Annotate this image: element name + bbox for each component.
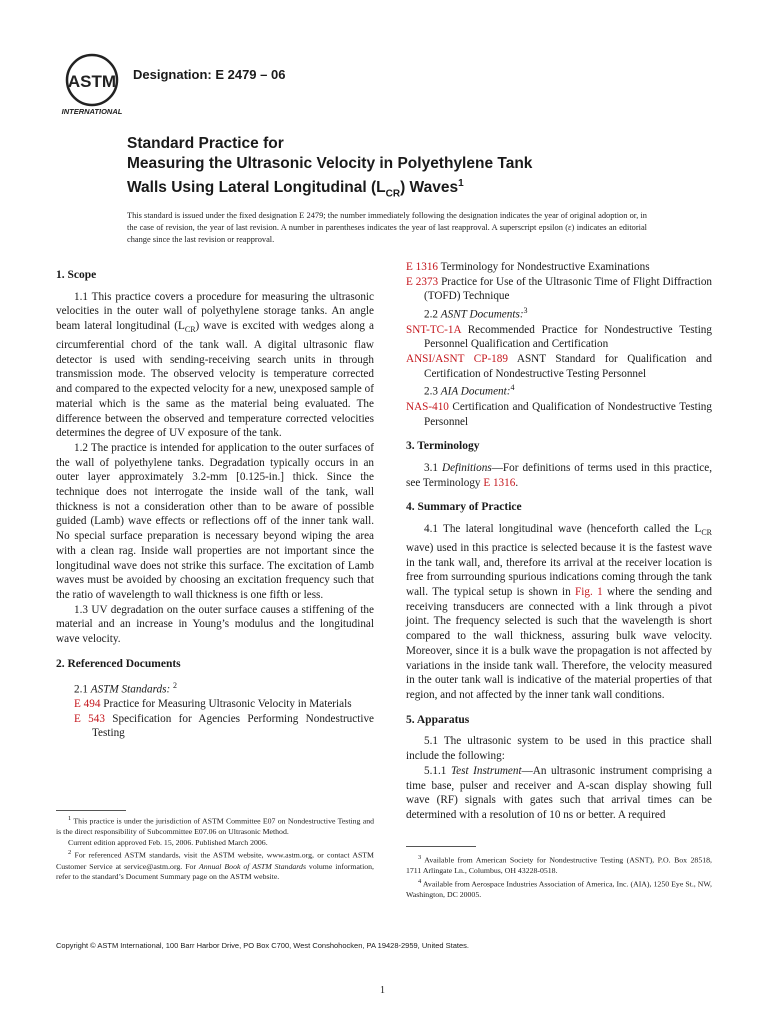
section-summary-heading: 4. Summary of Practice [406, 501, 522, 514]
right-column [406, 260, 712, 823]
link-snt-tc-1a[interactable]: SNT-TC-1A [406, 323, 461, 336]
para-2-2: 2.2 ASNT Documents:$^3$ [424, 306, 528, 321]
ref-e2373: E 2373 Practice for Use of the Ultrasonic Time of Flight Diffraction (TOFD) Technique [406, 275, 713, 303]
page-number: 1 [380, 985, 385, 996]
ref-snt-tc-1a: SNT-TC-1A Recommended Practice for Nondestructive Testing Personnel Qualification and Certification [406, 323, 712, 351]
astm-logo [60, 52, 124, 118]
ref-e543: E 543 Specification for Agencies Performing Nondestructive Testing [74, 712, 375, 740]
footnote-2: $^2$ For referenced ASTM standards, visit the ASTM website, www.astm.org, or contact ASTM Customer Service at service@astm.org. For Annual Book of ASTM Standards volume information, refer to the standard’s Document Summary page on the ASTM website. [56, 849, 374, 882]
designation-note: This standard is issued under the fixed designation E 2479; the number immediately following the designation indicates the year of original adoption or, in the case of revision, the year of last revision. A number in parentheses indicates the year of last reapproval. A superscript epsilon (ε) indicates an editorial change since the last revision or reapproval. [127, 211, 647, 244]
para-3-1: 3.1 Definitions—For definitions of terms used in this practice, see Terminology E 1316. [406, 461, 713, 489]
section-apparatus-heading: 5. Apparatus [406, 713, 470, 726]
link-nas-410[interactable]: NAS-410 [406, 400, 449, 413]
link-ansi-asnt[interactable]: ANSI/ASNT CP-189 [406, 352, 508, 365]
link-e543[interactable]: E 543 [74, 712, 105, 725]
link-e1316-terminology[interactable]: E 1316 [483, 476, 516, 489]
para-5-1: 5.1 The ultrasonic system to be used in this practice shall include the following: [406, 735, 712, 763]
designation: Designation: E 2479 – 06 [133, 67, 286, 82]
link-e1316[interactable]: E 1316 [406, 261, 439, 273]
svg-text:INTERNATIONAL: INTERNATIONAL [61, 107, 123, 116]
footnotes-right [406, 853, 712, 901]
document-title: Standard Practice for Measuring the Ultrasonic Velocity in Polyethylene Tank Walls Using Lateral Longitudinal $(L_{CR})$ Waves$^1$ [127, 135, 533, 200]
footnote-1: $^1$ This practice is under the jurisdiction of ASTM Committee E07 on Nondestructive Testing and is the direct responsibility of Subcommittee E07.06 on Ultrasonic Method. [56, 815, 374, 837]
ref-nas-410: NAS-410 Certification and Qualification of Nondestructive Testing Personnel [406, 400, 712, 428]
para-4-1: 4.1 The lateral longitudinal wave (henceforth called the $L_{CR}$ wave) used in this practice is selected because it is the fastest wave in the tank wall, and, therefore its arrival at the receiver location is free from surrounding spurious indications coming through the tank wall. The typical setup is shown in Fig. 1 where the sending and receiving transducers are connected with a link through a pivot joint. The frequency selected is such that the wavelength is short compared to the wall thickness, assuring bulk wave velocity. Moreover, since it is a bulk wave the propagation is not affected by variations in the inside tank wall. Therefore, the velocity measured in the outer tank wall is indicative of the material properties of that region, and not affected by the inner tank wall conditions. [406, 523, 712, 701]
link-fig-1[interactable]: Fig. 1 [575, 586, 603, 599]
section-terminology-heading: 3. Terminology [406, 440, 480, 453]
copyright: Copyright © ASTM International, 100 Barr Harbor Drive, PO Box C700, West Conshohocken, PA 19428-2959, United States. [56, 941, 469, 950]
footnote-3: $^3$ Available from American Society for Nondestructive Testing (ASNT), P.O. Box 28518, 1711 Arlingate Ln., Columbus, OH 43228-0518. [406, 854, 712, 876]
ref-ansi-asnt: ANSI/ASNT CP-189 ASNT Standard for Qualification and Certification of Nondestructive Testing Personnel [406, 352, 712, 380]
para-1-1: 1.1 This practice covers a procedure for measuring the ultrasonic velocities in the outer wall of polyethylene storage tanks. An angle beam lateral longitudinal $(L_{CR})$ wave is excited with wedges along a circumferential chord of the tank wall. A digital ultrasonic flaw detector is used with sending-receiving search units in through transmission mode. The observed velocity is temperature corrected and compared to the expected velocity for a new, unexposed sample of material which is the same as the material being evaluated. The difference between the observed and temperature corrected velocities determines the degree of UV exposure of the tank. [56, 290, 374, 440]
link-e494[interactable]: E 494 [74, 697, 101, 710]
ref-e1316: E 1316 Terminology for Nondestructive Examinations [406, 261, 650, 273]
para-5-1-1: 5.1.1 Test Instrument—An ultrasonic instrument comprising a time base, pulser and receiver and A-scan display showing full wave (RF) signals with gates such that arrival times can be determined with a resolution of 10 ns or better. A required [406, 764, 712, 821]
section-scope-heading: 1. Scope [56, 269, 97, 281]
left-column [56, 260, 374, 741]
para-1-3: 1.3 UV degradation on the outer surface causes a stiffening of the material and an increase in Young’s modulus and the longitudinal wave velocity. [56, 603, 374, 646]
para-1-2: 1.2 The practice is intended for application to the outer surfaces of the wall of polyethylene tanks. Degradation typically occurs in an outer layer approximately 3.2-mm [0.125-in.] thick. Since the technique does not interrogate the inside wall of the tank, wall thickness is not a consideration other than to be aware of possible guided (Lamb) wave effects or reflections off of the inner tank wall. No special surface preparation is necessary beyond wiping the area with a clean rag. Inside wall properties are not important since the longitudinal wave does not strike this surface. The excitation of Lamb waves must be avoided by choosing an excitation frequency such that the ratio of wavelength to wall thickness is one fifth or less. [56, 441, 374, 601]
footnote-4: $^4$ Available from Aerospace Industries Association of America, Inc. (AIA), 1250 Eye St., NW, Washington, DC 20005. [406, 877, 712, 899]
footnote-rule-right [406, 846, 476, 847]
link-e2373[interactable]: E 2373 [406, 275, 439, 288]
ref-e494: E 494 Practice for Measuring Ultrasonic Velocity in Materials [74, 697, 352, 710]
footnote-rule-left [56, 810, 126, 811]
svg-text:ASTM: ASTM [67, 72, 117, 91]
footnote-approval: Current edition approved Feb. 15, 2006. Published March 2006. [68, 837, 268, 847]
section-referenced-docs-heading: 2. Referenced Documents [56, 657, 181, 670]
para-2-3: 2.3 AIA Document:$^4$ [424, 383, 515, 399]
footnotes-left [56, 814, 374, 883]
para-2-1: 2.1 ASTM Standards: $^2$ [74, 680, 178, 696]
